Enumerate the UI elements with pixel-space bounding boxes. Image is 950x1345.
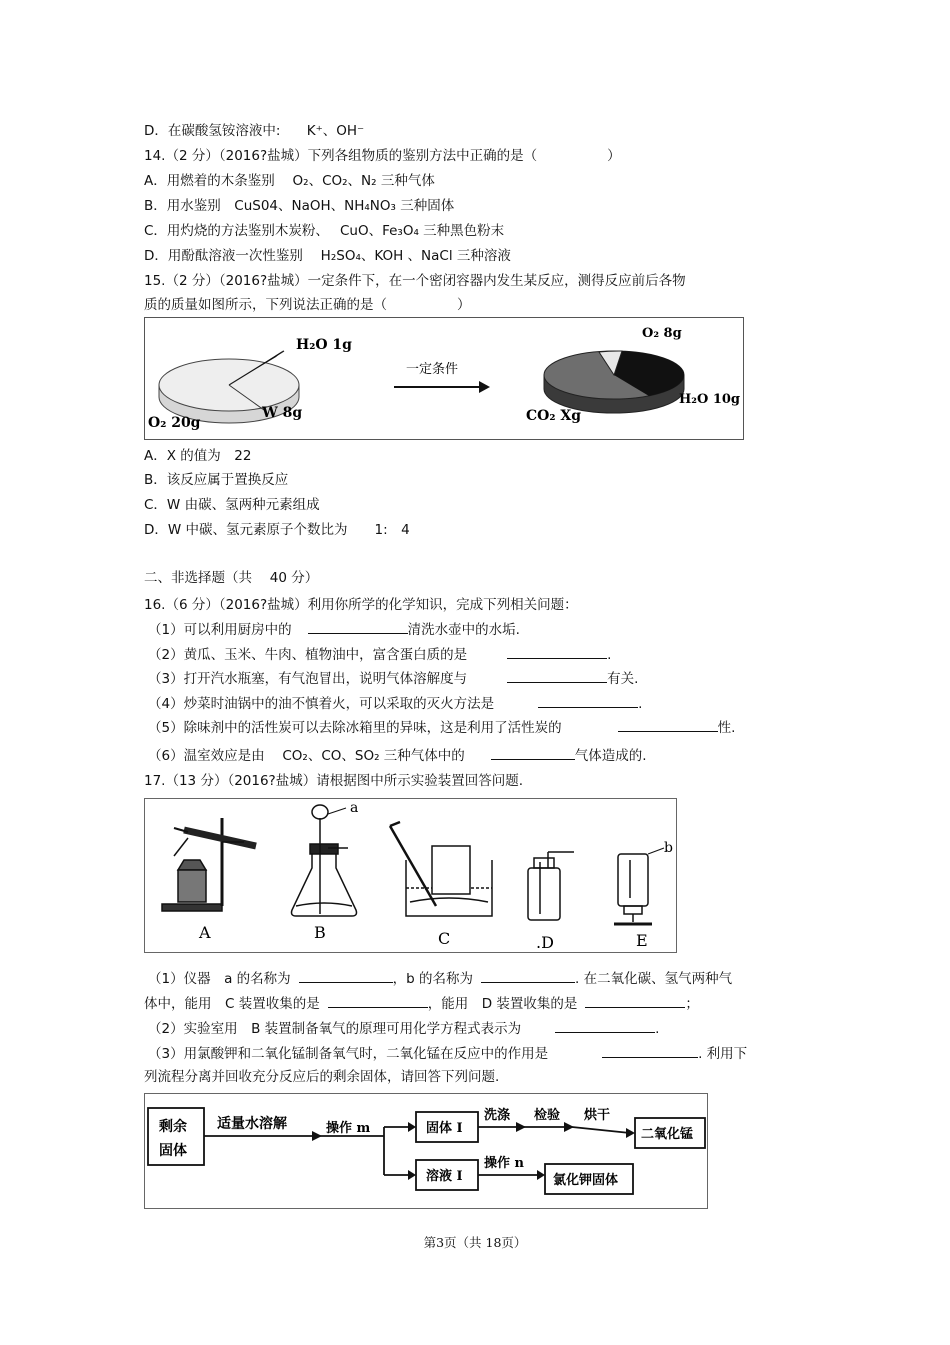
q13-option-d [144,122,364,140]
q16-answer-blank-2[interactable] [507,645,607,659]
q14-option-c: C．用灼烧的方法鉴别木炭粉、 CuO、Fe₃O₄ 三种黑色粉末 [144,223,505,239]
q15-stem-line1: 15.（2 分）（2016?盐城）一定条件下，在一个密闭容器内发生某反应，测得反应前后各物 [144,273,686,289]
after-pie [544,351,684,413]
q16-part1-tail: 清洗水壶中的水垢. [407,622,520,638]
flow-check: 检验 [534,1108,561,1123]
q15-option-d: D．W 中碳、氢元素原子个数比为 1: 4 [144,522,410,538]
q16-answer-blank-4[interactable] [538,694,638,708]
q17-answer-blank-6[interactable] [602,1044,698,1058]
q16-part1-text: （1）可以利用厨房中的 [148,622,292,638]
before-o2-label: O₂ 20g [148,415,201,431]
label-b: B [314,923,326,942]
q15-pie-svg [144,317,744,440]
q17-part1-text-b: ，b 的名称为 [392,971,474,987]
q17-answer-blank-5[interactable] [555,1019,655,1033]
q17-part2-tail: . [655,1021,660,1037]
q16-stem: 16.（6 分）（2016?盐城）利用你所学的化学知识，完成下列相关问题： [144,597,578,613]
q17-part3-text: （3）用氯酸钾和二氧化锰制备氧气时，二氧化锰在反应中的作用是 [148,1046,549,1062]
arrow-label: 一定条件 [406,362,459,377]
after-o2-label: O₂ 8g [642,326,682,341]
q17-part1-text-a: （1）仪器 a 的名称为 [148,971,291,987]
q17-part2 [148,1019,659,1038]
q16-answer-blank-3[interactable] [507,669,607,683]
flow-kcl: 氯化钾固体 [553,1173,619,1188]
q17-answer-blank-4[interactable] [585,994,685,1008]
label-c: C [438,929,451,948]
q16-part5-tail: 性. [717,720,736,736]
q17-part3-tail: . 利用下 [698,1046,748,1062]
q14-option-d: D．用酚酞溶液一次性鉴别 H₂SO₄、KOH 、NaCl 三种溶液 [144,248,511,264]
q16-part3-tail: 有关. [607,671,639,687]
flow-dry: 烘干 [584,1108,611,1123]
q15-stem-close: ） [457,297,471,313]
q16-part5 [148,718,735,737]
q14-stem [144,147,621,165]
section2-title: 二、非选择题（共 40 分） [144,570,319,586]
q17-part1-line1 [148,969,732,988]
q17-part1-text-f: ； [685,996,699,1012]
label-a: A [199,923,211,942]
q16-part2-text: （2）黄瓜、玉米、牛肉、植物油中，富含蛋白质的是 [148,647,468,663]
flow-op-n: 操作 n [484,1156,524,1171]
q17-flow-figure [144,1093,708,1209]
label-b-pointer: b [664,840,673,856]
q16-part6-text: （6）温室效应是由 CO₂、CO、SO₂ 三种气体中的 [148,748,465,764]
q15-pie-figure [144,317,744,440]
q16-answer-blank-5[interactable] [618,718,718,732]
q14-option-a: A．用燃着的木条鉴别 O₂、CO₂、N₂ 三种气体 [144,173,435,189]
q13-option-d-ions: K⁺、OH⁻ [306,123,365,139]
q16-answer-blank-6[interactable] [491,746,575,760]
q15-stem-text: 质的质量如图所示，下列说法正确的是（ [144,297,387,313]
flow-svg [144,1093,708,1209]
q15-stem-line2 [144,296,471,314]
q17-answer-blank-2[interactable] [481,969,575,983]
q16-part3-text: （3）打开汽水瓶塞，有气泡冒出，说明气体溶解度与 [148,671,468,687]
flow-op-m: 操作 m [326,1121,371,1136]
flow-wash: 洗涤 [484,1108,511,1123]
q17-answer-blank-3[interactable] [328,994,428,1008]
flow-mno2: 二氧化锰 [641,1127,694,1142]
q17-part1-text-e: ，能用 D 装置收集的是 [427,996,578,1012]
flow-start-2: 固体 [159,1143,187,1159]
q17-stem: 17.（13 分）（2016?盐城）请根据图中所示实验装置回答问题. [144,773,524,789]
q16-answer-blank-1[interactable] [308,620,408,634]
q17-part1-text-d: 体中，能用 C 装置收集的是 [144,996,320,1012]
q16-part5-text: （5）除味剂中的活性炭可以去除冰箱里的异味，这是利用了活性炭的 [148,720,562,736]
q15-option-a: A．X 的值为 22 [144,448,252,464]
flow-dissolve: 适量水溶解 [217,1116,287,1132]
q17-part1-text-c: . 在二氧化碳、氢气两种气 [575,971,733,987]
q16-part6-tail: 气体造成的. [574,748,647,764]
before-w-label: W 8g [262,405,303,421]
q14-stem-close: ） [607,148,621,164]
q17-part1-line2 [144,994,699,1013]
after-h2o-label: H₂O 10g [679,392,741,407]
flow-solution: 溶液 I [426,1169,463,1184]
flow-solid: 固体 I [426,1121,463,1136]
apparatus-svg [144,798,677,953]
q16-part4-text: （4）炒菜时油锅中的油不慎着火，可以采取的灭火方法是 [148,696,495,712]
q16-part1 [148,620,520,639]
q17-part3-line2: 列流程分离并回收充分反应后的剩余固体，请回答下列问题. [144,1069,500,1085]
q17-part2-text: （2）实验室用 B 装置制备氧气的原理可用化学方程式表示为 [148,1021,522,1037]
label-a-pointer: a [350,800,359,816]
label-e: E [636,931,648,950]
q16-part3 [148,669,638,688]
q16-part2-tail: . [607,647,612,663]
q14-stem-text: 14.（2 分）（2016?盐城）下列各组物质的鉴别方法中正确的是（ [144,148,538,164]
q16-part4-tail: . [638,696,643,712]
q16-part6 [148,746,647,765]
q17-part3-line1 [148,1044,747,1063]
flow-start-1: 剩余 [159,1119,187,1135]
q16-part2 [148,645,611,664]
after-co2-label: CO₂ Xg [526,408,581,424]
figure-border [145,799,677,953]
page-footer: 第3页（共 18页） [423,1235,527,1250]
label-d: .D [536,933,554,952]
q17-answer-blank-1[interactable] [299,969,393,983]
q16-part4 [148,694,642,713]
before-h2o-label: H₂O 1g [296,337,352,353]
q14-option-b: B．用水鉴别 CuS04、NaOH、NH₄NO₃ 三种固体 [144,198,455,214]
q15-option-c: C．W 由碳、氢两种元素组成 [144,497,320,513]
q13-option-d-text: D．在碳酸氢铵溶液中: [144,123,281,139]
q17-apparatus-figure [144,798,677,953]
q15-option-b: B．该反应属于置换反应 [144,472,289,488]
